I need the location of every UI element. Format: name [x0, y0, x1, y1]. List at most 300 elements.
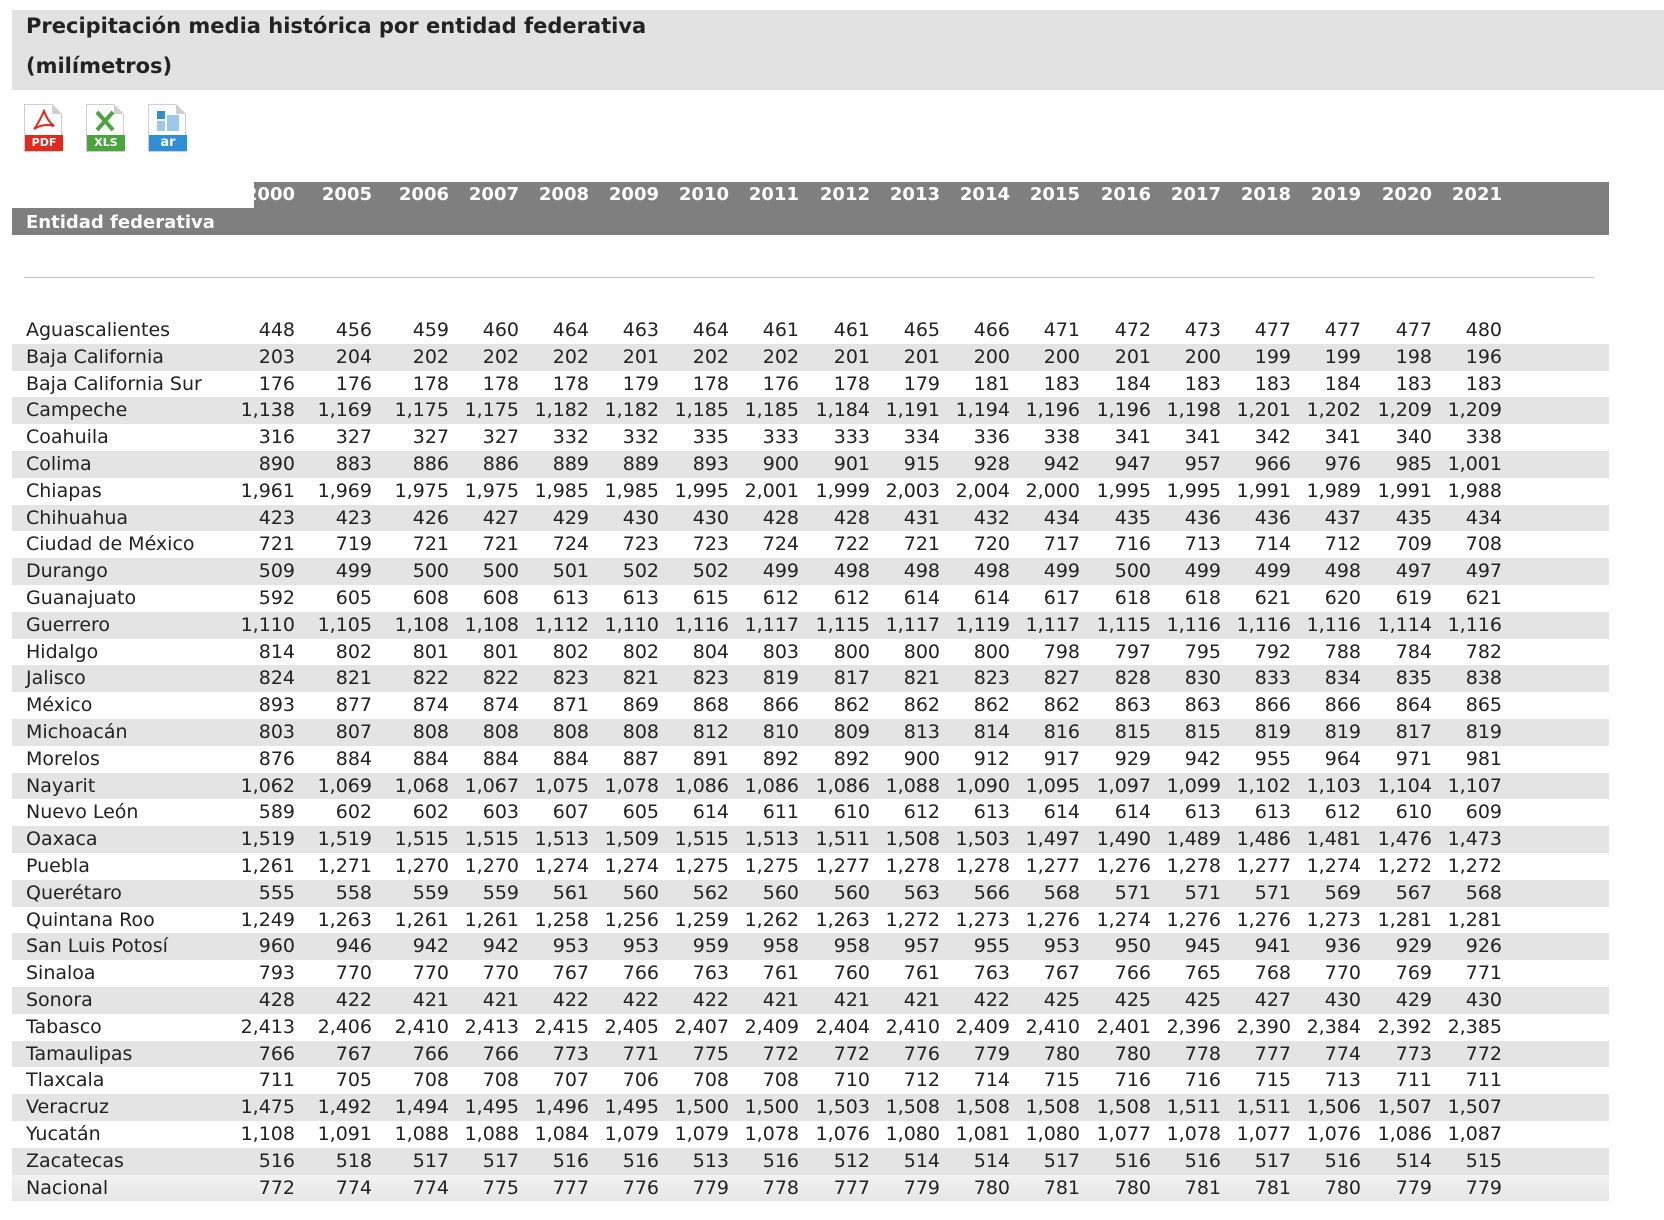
value-cell: 430: [1324, 988, 1361, 1011]
value-cell: 1,062: [240, 774, 295, 797]
value-cell: 808: [412, 720, 449, 743]
xls-download-button[interactable]: [86, 104, 128, 154]
value-cell: 887: [622, 747, 659, 770]
value-cell: 569: [1324, 881, 1361, 904]
entity-name: Yucatán: [26, 1122, 101, 1145]
table-row: [12, 692, 1609, 719]
value-cell: 808: [622, 720, 659, 743]
value-cell: 428: [833, 506, 870, 529]
value-cell: 499: [335, 560, 372, 583]
value-cell: 202: [552, 345, 589, 368]
value-cell: 723: [622, 533, 659, 556]
value-cell: 1,110: [604, 613, 659, 636]
value-cell: 797: [1114, 640, 1151, 663]
value-cell: 502: [622, 560, 659, 583]
value-cell: 341: [1184, 426, 1221, 449]
year-header: 2006: [398, 184, 449, 205]
value-cell: 767: [335, 1042, 372, 1065]
value-cell: 724: [762, 533, 799, 556]
value-cell: 862: [973, 694, 1010, 717]
value-cell: 815: [1184, 720, 1221, 743]
value-cell: 976: [1324, 452, 1361, 475]
table-row: [12, 746, 1609, 773]
value-cell: 1,087: [1447, 1122, 1502, 1145]
value-cell: 555: [258, 881, 295, 904]
value-cell: 958: [833, 935, 870, 958]
value-cell: 1,261: [464, 908, 519, 931]
value-cell: 761: [903, 962, 940, 985]
value-cell: 1,275: [744, 854, 799, 877]
table-row: [12, 853, 1609, 880]
value-cell: 2,404: [815, 1015, 870, 1038]
value-cell: 1,274: [1306, 854, 1361, 877]
value-cell: 1,995: [1096, 479, 1151, 502]
value-cell: 1,110: [240, 613, 295, 636]
value-cell: 1,490: [1096, 828, 1151, 851]
value-cell: 838: [1465, 667, 1502, 690]
value-cell: 780: [1043, 1042, 1080, 1065]
value-cell: 1,185: [744, 399, 799, 422]
value-cell: 1,116: [1236, 613, 1291, 636]
value-cell: 514: [903, 1149, 940, 1172]
value-cell: 779: [1395, 1176, 1432, 1199]
value-cell: 2,415: [534, 1015, 589, 1038]
value-cell: 1,475: [240, 1096, 295, 1119]
value-cell: 798: [1043, 640, 1080, 663]
value-cell: 1,079: [674, 1122, 729, 1145]
value-cell: 955: [1254, 747, 1291, 770]
value-cell: 181: [973, 372, 1010, 395]
value-cell: 561: [552, 881, 589, 904]
value-cell: 422: [335, 988, 372, 1011]
value-cell: 513: [692, 1149, 729, 1172]
table-row: [12, 478, 1609, 505]
value-cell: 501: [552, 560, 589, 583]
value-cell: 421: [482, 988, 519, 1011]
ar-download-button[interactable]: [148, 104, 190, 154]
value-cell: 766: [622, 962, 659, 985]
value-cell: 1,107: [1447, 774, 1502, 797]
value-cell: 901: [833, 452, 870, 475]
value-cell: 1,275: [674, 854, 729, 877]
value-cell: 871: [552, 694, 589, 717]
value-cell: 953: [552, 935, 589, 958]
value-cell: 869: [622, 694, 659, 717]
value-cell: 1,209: [1447, 399, 1502, 422]
value-cell: 770: [335, 962, 372, 985]
value-cell: 1,508: [885, 828, 940, 851]
value-cell: 1,281: [1447, 908, 1502, 931]
value-cell: 884: [482, 747, 519, 770]
value-cell: 863: [1114, 694, 1151, 717]
year-header: 2014: [959, 184, 1010, 205]
value-cell: 1,500: [674, 1096, 729, 1119]
entity-name: Veracruz: [26, 1096, 109, 1119]
table-row: [12, 960, 1609, 987]
value-cell: 1,256: [604, 908, 659, 931]
value-cell: 614: [1043, 801, 1080, 824]
value-cell: 712: [903, 1069, 940, 1092]
value-cell: 613: [973, 801, 1010, 824]
value-cell: 823: [552, 667, 589, 690]
value-cell: 605: [335, 586, 372, 609]
value-cell: 437: [1324, 506, 1361, 529]
value-cell: 334: [903, 426, 940, 449]
value-cell: 517: [1043, 1149, 1080, 1172]
value-cell: 1,961: [240, 479, 295, 502]
value-cell: 199: [1254, 345, 1291, 368]
value-cell: 1,519: [240, 828, 295, 851]
entity-name: Ciudad de México: [26, 533, 195, 556]
value-cell: 428: [762, 506, 799, 529]
value-cell: 1,272: [885, 908, 940, 931]
value-cell: 705: [335, 1069, 372, 1092]
value-cell: 512: [833, 1149, 870, 1172]
value-cell: 779: [903, 1176, 940, 1199]
value-cell: 721: [258, 533, 295, 556]
value-cell: 1,503: [815, 1096, 870, 1119]
table-row: [12, 907, 1609, 934]
value-cell: 610: [833, 801, 870, 824]
value-cell: 719: [335, 533, 372, 556]
value-cell: 201: [622, 345, 659, 368]
value-cell: 497: [1465, 560, 1502, 583]
value-cell: 568: [1043, 881, 1080, 904]
value-cell: 1,492: [317, 1096, 372, 1119]
value-cell: 516: [1114, 1149, 1151, 1172]
value-cell: 602: [412, 801, 449, 824]
value-cell: 876: [258, 747, 295, 770]
value-cell: 1,088: [394, 1122, 449, 1145]
entity-name: Campeche: [26, 399, 128, 422]
value-cell: 1,277: [1236, 854, 1291, 877]
value-cell: 779: [1465, 1176, 1502, 1199]
value-cell: 809: [833, 720, 870, 743]
value-cell: 824: [258, 667, 295, 690]
entity-name: Aguascalientes: [26, 319, 171, 341]
value-cell: 780: [1114, 1042, 1151, 1065]
year-header: 2019: [1310, 184, 1361, 205]
entity-name: Jalisco: [26, 667, 86, 690]
value-cell: 500: [482, 560, 519, 583]
value-cell: 179: [903, 372, 940, 395]
value-cell: 713: [1324, 1069, 1361, 1092]
value-cell: 780: [1114, 1176, 1151, 1199]
value-cell: 466: [973, 319, 1010, 341]
value-cell: 912: [973, 747, 1010, 770]
table-row: [12, 1121, 1609, 1148]
value-cell: 435: [1114, 506, 1151, 529]
value-cell: 812: [692, 720, 729, 743]
value-cell: 614: [692, 801, 729, 824]
table-row: [12, 826, 1609, 853]
value-cell: 617: [1043, 586, 1080, 609]
entity-name: Tabasco: [26, 1015, 102, 1038]
value-cell: 338: [1465, 426, 1502, 449]
value-cell: 915: [903, 452, 940, 475]
value-cell: 335: [692, 426, 729, 449]
value-cell: 884: [412, 747, 449, 770]
value-cell: 795: [1184, 640, 1221, 663]
value-cell: 2,000: [1025, 479, 1080, 502]
value-cell: 866: [1324, 694, 1361, 717]
value-cell: 1,500: [744, 1096, 799, 1119]
value-cell: 710: [833, 1069, 870, 1092]
value-cell: 1,201: [1236, 399, 1291, 422]
value-cell: 1,489: [1166, 828, 1221, 851]
value-cell: 1,078: [604, 774, 659, 797]
value-cell: 766: [1114, 962, 1151, 985]
value-cell: 793: [258, 962, 295, 985]
entity-name: Michoacán: [26, 720, 128, 743]
value-cell: 178: [833, 372, 870, 395]
value-cell: 1,276: [1166, 908, 1221, 931]
entity-header-cell: [12, 182, 254, 235]
value-cell: 1,515: [674, 828, 729, 851]
value-cell: 612: [1324, 801, 1361, 824]
value-cell: 183: [1254, 372, 1291, 395]
value-cell: 936: [1324, 935, 1361, 958]
value-cell: 608: [412, 586, 449, 609]
value-cell: 2,410: [1025, 1015, 1080, 1038]
value-cell: 460: [482, 319, 519, 341]
value-cell: 942: [1184, 747, 1221, 770]
value-cell: 721: [482, 533, 519, 556]
value-cell: 827: [1043, 667, 1080, 690]
value-cell: 338: [1043, 426, 1080, 449]
value-cell: 715: [1254, 1069, 1291, 1092]
value-cell: 767: [1043, 962, 1080, 985]
value-cell: 814: [973, 720, 1010, 743]
value-cell: 874: [482, 694, 519, 717]
value-cell: 435: [1395, 506, 1432, 529]
value-cell: 517: [412, 1149, 449, 1172]
value-cell: 432: [973, 506, 1010, 529]
value-cell: 614: [973, 586, 1010, 609]
value-cell: 808: [482, 720, 519, 743]
value-cell: 436: [1184, 506, 1221, 529]
value-cell: 1,086: [744, 774, 799, 797]
value-cell: 178: [552, 372, 589, 395]
value-cell: 774: [412, 1176, 449, 1199]
value-cell: 430: [692, 506, 729, 529]
value-cell: 1,112: [534, 613, 589, 636]
value-cell: 183: [1465, 372, 1502, 395]
value-cell: 592: [258, 586, 295, 609]
value-cell: 463: [622, 319, 659, 341]
value-cell: 707: [552, 1069, 589, 1092]
value-cell: 815: [1114, 720, 1151, 743]
value-cell: 1,091: [317, 1122, 372, 1145]
value-cell: 1,249: [240, 908, 295, 931]
value-cell: 1,278: [1166, 854, 1221, 877]
value-cell: 779: [692, 1176, 729, 1199]
value-cell: 1,079: [604, 1122, 659, 1145]
value-cell: 773: [552, 1042, 589, 1065]
value-cell: 327: [482, 426, 519, 449]
value-cell: 429: [1395, 988, 1432, 1011]
year-header: 2020: [1381, 184, 1432, 205]
value-cell: 176: [335, 372, 372, 395]
year-header: 2015: [1029, 184, 1080, 205]
table-row: [12, 1094, 1609, 1121]
table-row: [12, 451, 1609, 478]
value-cell: 614: [1114, 801, 1151, 824]
value-cell: 1,975: [464, 479, 519, 502]
value-cell: 342: [1254, 426, 1291, 449]
value-cell: 425: [1184, 988, 1221, 1011]
value-cell: 558: [335, 881, 372, 904]
value-cell: 985: [1395, 452, 1432, 475]
value-cell: 889: [622, 452, 659, 475]
value-cell: 1,261: [240, 854, 295, 877]
value-cell: 607: [552, 801, 589, 824]
value-cell: 769: [1395, 962, 1432, 985]
value-cell: 1,114: [1377, 613, 1432, 636]
page-subtitle: (milímetros): [26, 54, 173, 78]
value-cell: 589: [258, 801, 295, 824]
value-cell: 1,276: [1096, 854, 1151, 877]
value-cell: 1,277: [815, 854, 870, 877]
value-cell: 768: [1254, 962, 1291, 985]
value-cell: 761: [762, 962, 799, 985]
value-cell: 817: [833, 667, 870, 690]
value-cell: 716: [1114, 533, 1151, 556]
value-cell: 1,116: [1306, 613, 1361, 636]
value-cell: 862: [903, 694, 940, 717]
pdf-download-button[interactable]: [24, 104, 66, 154]
value-cell: 917: [1043, 747, 1080, 770]
value-cell: 500: [1114, 560, 1151, 583]
value-cell: 1,274: [1096, 908, 1151, 931]
value-cell: 1,138: [240, 399, 295, 422]
value-cell: 947: [1114, 452, 1151, 475]
value-cell: 708: [692, 1069, 729, 1092]
value-cell: 781: [1043, 1176, 1080, 1199]
value-cell: 1,515: [394, 828, 449, 851]
value-cell: 771: [622, 1042, 659, 1065]
value-cell: 1,086: [1377, 1122, 1432, 1145]
value-cell: 568: [1465, 881, 1502, 904]
xls-label: XLS: [87, 135, 125, 151]
value-cell: 804: [692, 640, 729, 663]
entity-name: Tamaulipas: [26, 1042, 133, 1065]
table-row: [12, 505, 1609, 532]
value-cell: 760: [833, 962, 870, 985]
value-cell: 1,196: [1096, 399, 1151, 422]
value-cell: 1,277: [1025, 854, 1080, 877]
value-cell: 886: [412, 452, 449, 475]
value-cell: 1,497: [1025, 828, 1080, 851]
value-cell: 464: [552, 319, 589, 341]
value-cell: 1,175: [464, 399, 519, 422]
value-cell: 1,080: [885, 1122, 940, 1145]
value-cell: 714: [973, 1069, 1010, 1092]
value-cell: 722: [833, 533, 870, 556]
value-cell: 777: [552, 1176, 589, 1199]
entity-name: Guanajuato: [26, 586, 137, 609]
value-cell: 178: [412, 372, 449, 395]
acrobat-glyph-icon: [31, 109, 57, 133]
value-cell: 708: [412, 1069, 449, 1092]
value-cell: 204: [335, 345, 372, 368]
value-cell: 2,410: [885, 1015, 940, 1038]
value-cell: 201: [903, 345, 940, 368]
value-cell: 775: [482, 1176, 519, 1199]
value-cell: 942: [412, 935, 449, 958]
table-row: [12, 799, 1609, 826]
value-cell: 929: [1114, 747, 1151, 770]
value-cell: 1,281: [1377, 908, 1432, 931]
value-cell: 434: [1043, 506, 1080, 529]
value-cell: 810: [762, 720, 799, 743]
table-row: [12, 880, 1609, 907]
value-cell: 1,182: [534, 399, 589, 422]
value-cell: 571: [1184, 881, 1221, 904]
value-cell: 819: [1465, 720, 1502, 743]
value-cell: 2,405: [604, 1015, 659, 1038]
value-cell: 772: [833, 1042, 870, 1065]
value-cell: 788: [1324, 640, 1361, 663]
value-cell: 430: [1465, 988, 1502, 1011]
value-cell: 813: [903, 720, 940, 743]
value-cell: 892: [833, 747, 870, 770]
value-cell: 516: [622, 1149, 659, 1172]
value-cell: 421: [903, 988, 940, 1011]
value-cell: 1,508: [1096, 1096, 1151, 1119]
value-cell: 774: [1324, 1042, 1361, 1065]
xls-icon: [86, 104, 124, 152]
table-row: [12, 371, 1609, 398]
value-cell: 1,209: [1377, 399, 1432, 422]
value-cell: 1,077: [1096, 1122, 1151, 1145]
value-cell: 721: [412, 533, 449, 556]
value-cell: 471: [1043, 319, 1080, 341]
value-cell: 1,108: [394, 613, 449, 636]
value-cell: 772: [258, 1176, 295, 1199]
value-cell: 765: [1184, 962, 1221, 985]
value-cell: 816: [1043, 720, 1080, 743]
value-cell: 1,076: [1306, 1122, 1361, 1145]
value-cell: 822: [412, 667, 449, 690]
value-cell: 711: [1465, 1069, 1502, 1092]
value-cell: 610: [1395, 801, 1432, 824]
pdf-icon: [24, 104, 62, 152]
value-cell: 1,486: [1236, 828, 1291, 851]
value-cell: 1,258: [534, 908, 589, 931]
pdf-label: PDF: [25, 135, 63, 151]
value-cell: 1,272: [1377, 854, 1432, 877]
value-cell: 958: [762, 935, 799, 958]
value-cell: 1,097: [1096, 774, 1151, 797]
value-cell: 774: [335, 1176, 372, 1199]
value-cell: 562: [692, 881, 729, 904]
value-cell: 316: [258, 426, 295, 449]
value-cell: 427: [1254, 988, 1291, 1011]
ar-label: ar: [149, 135, 187, 151]
table-row: [12, 397, 1609, 424]
value-cell: 179: [622, 372, 659, 395]
value-cell: 709: [1395, 533, 1432, 556]
value-cell: 941: [1254, 935, 1291, 958]
value-cell: 602: [335, 801, 372, 824]
value-cell: 613: [1254, 801, 1291, 824]
value-cell: 886: [482, 452, 519, 475]
value-cell: 801: [412, 640, 449, 663]
value-cell: 448: [258, 319, 295, 341]
value-cell: 1,278: [885, 854, 940, 877]
value-cell: 893: [258, 694, 295, 717]
